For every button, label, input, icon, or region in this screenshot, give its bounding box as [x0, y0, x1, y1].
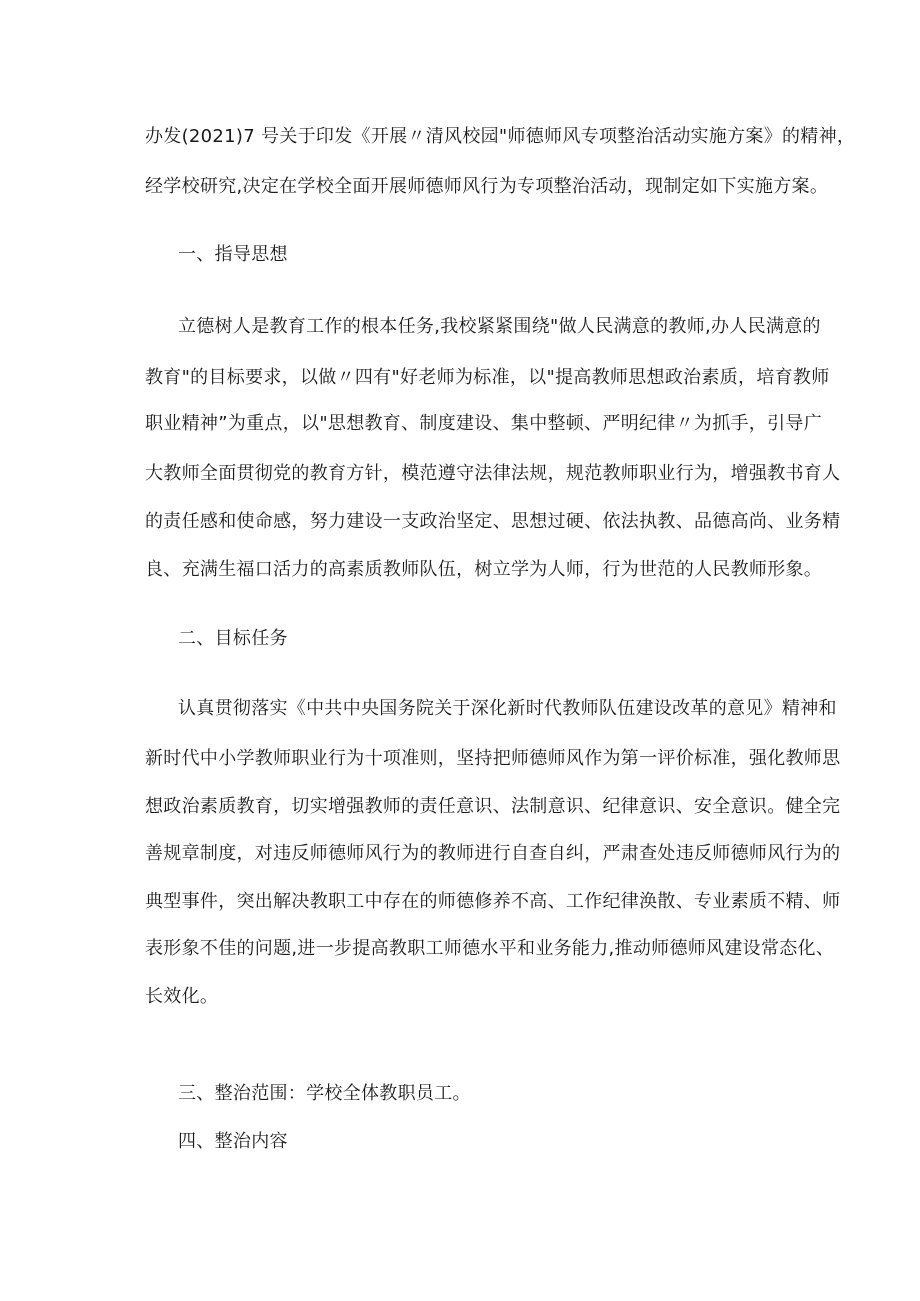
section-heading-scope: 三、整治范围：学校全体教职员工。 — [178, 1083, 471, 1104]
section2-line-3: 想政治素质教育，切实增强教师的责任意识、法制意识、纪律意识、安全意识。健全完 — [145, 796, 841, 817]
section-heading-content: 四、整治内容 — [178, 1131, 288, 1152]
section-heading-goals-tasks: 二、目标任务 — [178, 628, 288, 649]
section1-line-2: 教育"的目标要求，以做〃四有"好老师为标准，以"提高教师思想政治素质，培育教师 — [145, 367, 830, 388]
section2-line-2: 新时代中小学教师职业行为十项准则，坚持把师德师风作为第一评价标准，强化教师思 — [145, 748, 841, 769]
section2-line-4: 善规章制度，对违反师德师风行为的教师进行自查自纠，严肃查处违反师德师风行为的 — [145, 843, 841, 864]
section1-line-5: 的责任感和使命感，努力建设一支政治坚定、思想过硬、依法执教、品德高尚、业务精 — [145, 511, 841, 532]
section1-line-6: 良、充满生福口活力的高素质教师队伍，树立学为人师，行为世范的人民教师形象。 — [145, 559, 823, 580]
section1-line-1: 立德树人是教育工作的根本任务,我校紧紧围绕"做人民满意的教师,办人民满意的 — [178, 316, 821, 337]
intro-line-2: 经学校研究,决定在学校全面开展师德师风行为专项整治活动，现制定如下实施方案。 — [145, 176, 829, 197]
section2-line-6: 表形象不佳的问题,进一步提高教职工师德水平和业务能力,推动师德师风建设常态化、 — [145, 938, 835, 959]
section2-line-5: 典型事件，突出解决教职工中存在的师德修养不高、工作纪律涣散、专业素质不精、师 — [145, 891, 841, 912]
section1-line-4: 大教师全面贯彻党的教育方针，模范遵守法律法规，规范教师职业行为，增强教书育人 — [145, 463, 841, 484]
section2-line-1: 认真贯彻落实《中共中央国务院关于深化新时代教师队伍建设改革的意见》精神和 — [178, 698, 837, 719]
section-heading-guiding-ideology: 一、指导思想 — [178, 244, 288, 265]
intro-line-1: 办发(2021)7 号关于印发《开展〃清风校园"师德师风专项整治活动实施方案》的精神， — [145, 126, 856, 147]
section1-line-3: 职业精神”为重点，以"思想教育、制度建设、集中整顿、严明纪律〃为抓手，引导广 — [145, 413, 823, 434]
section2-line-7: 长效化。 — [145, 986, 219, 1007]
